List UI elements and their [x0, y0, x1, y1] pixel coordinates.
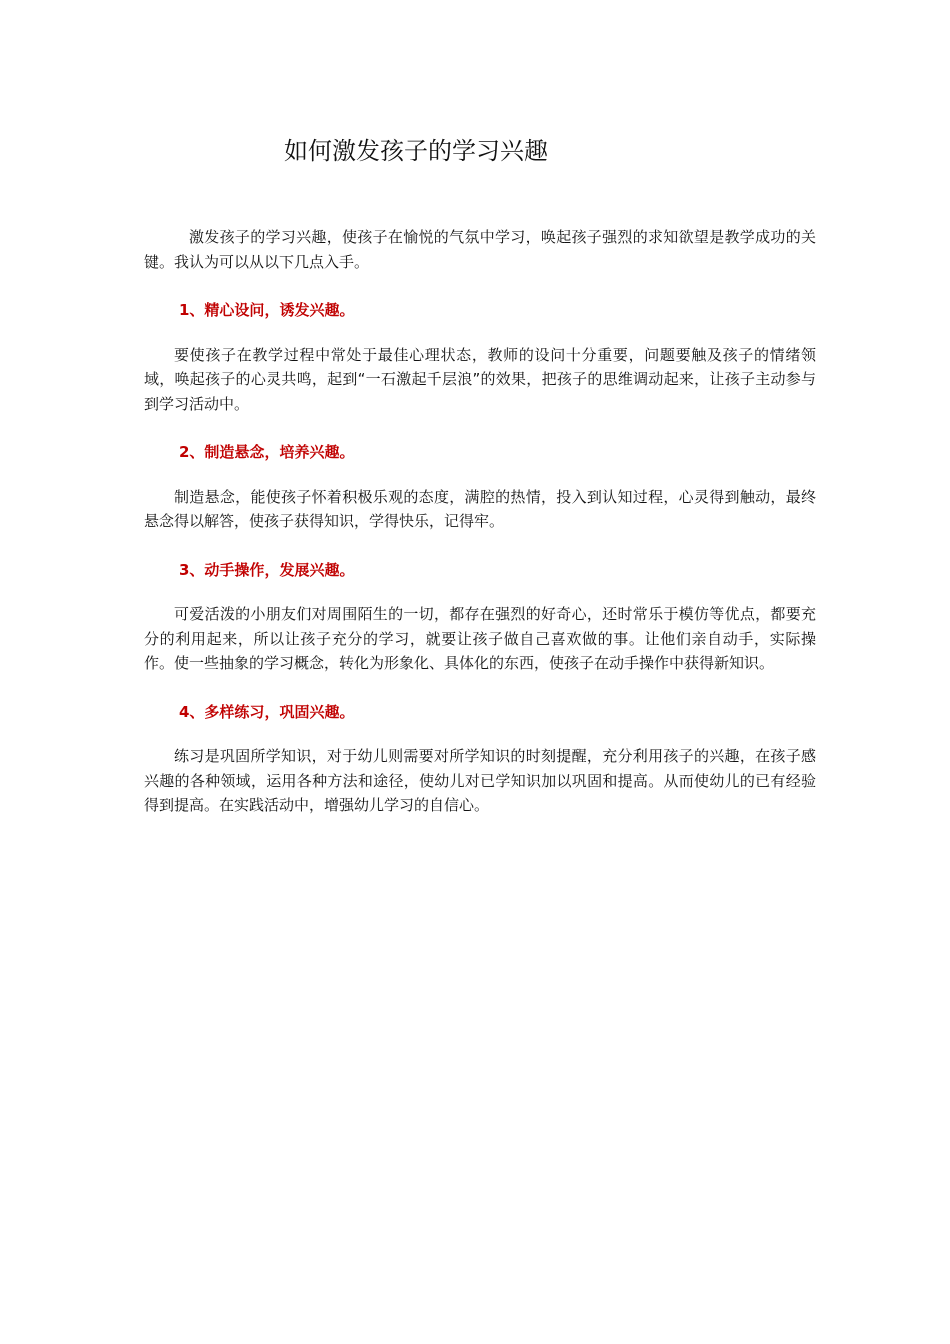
intro-paragraph: 激发孩子的学习兴趣，使孩子在愉悦的气氛中学习，唤起孩子强烈的求知欲望是教学成功的关键。我认为可以从以下几点入手。	[144, 228, 816, 271]
section-heading-2: 2、制造悬念，培养兴趣。	[179, 443, 355, 461]
section-heading-1: 1、精心设问，诱发兴趣。	[179, 301, 355, 319]
document-body	[144, 225, 816, 818]
document-title: 如何激发孩子的学习兴趣	[284, 137, 548, 165]
section-body-2: 制造悬念，能使孩子怀着积极乐观的态度，满腔的热情，投入到认知过程，心灵得到触动，最终悬念得以解答，使孩子获得知识，学得快乐，记得牢。	[144, 487, 816, 530]
section-heading-4: 4、多样练习，巩固兴趣。	[179, 702, 355, 721]
section-heading-3: 3、动手操作，发展兴趣。	[179, 560, 355, 579]
section-body-4: 练习是巩固所学知识，对于幼儿则需要对所学知识的时刻提醒，充分利用孩子的兴趣，在孩子感兴趣的各种领域，运用各种方法和途径，使幼儿对已学知识加以巩固和提高。从而使幼儿的已有经验得到提高。在实践活动中，增强幼儿学习的自信心。	[144, 747, 816, 814]
section-body-1: 要使孩子在教学过程中常处于最佳心理状态，教师的设问十分重要，问题要触及孩子的情绪领域，唤起孩子的心灵共鸣，起到“一石激起千层浪”的效果，把孩子的思维调动起来，让孩子主动参与到学习活动中。	[144, 345, 816, 413]
section-body-3: 可爱活泼的小朋友们对周围陌生的一切，都存在强烈的好奇心，还时常乐于模仿等优点，都要充分的利用起来，所以让孩子充分的学习，就要让孩子做自己喜欢做的事。让他们亲自动手，实际操作。使一些抽象的学习概念，转化为形象化、具体化的东西，使孩子在动手操作中获得新知识。	[144, 605, 816, 672]
